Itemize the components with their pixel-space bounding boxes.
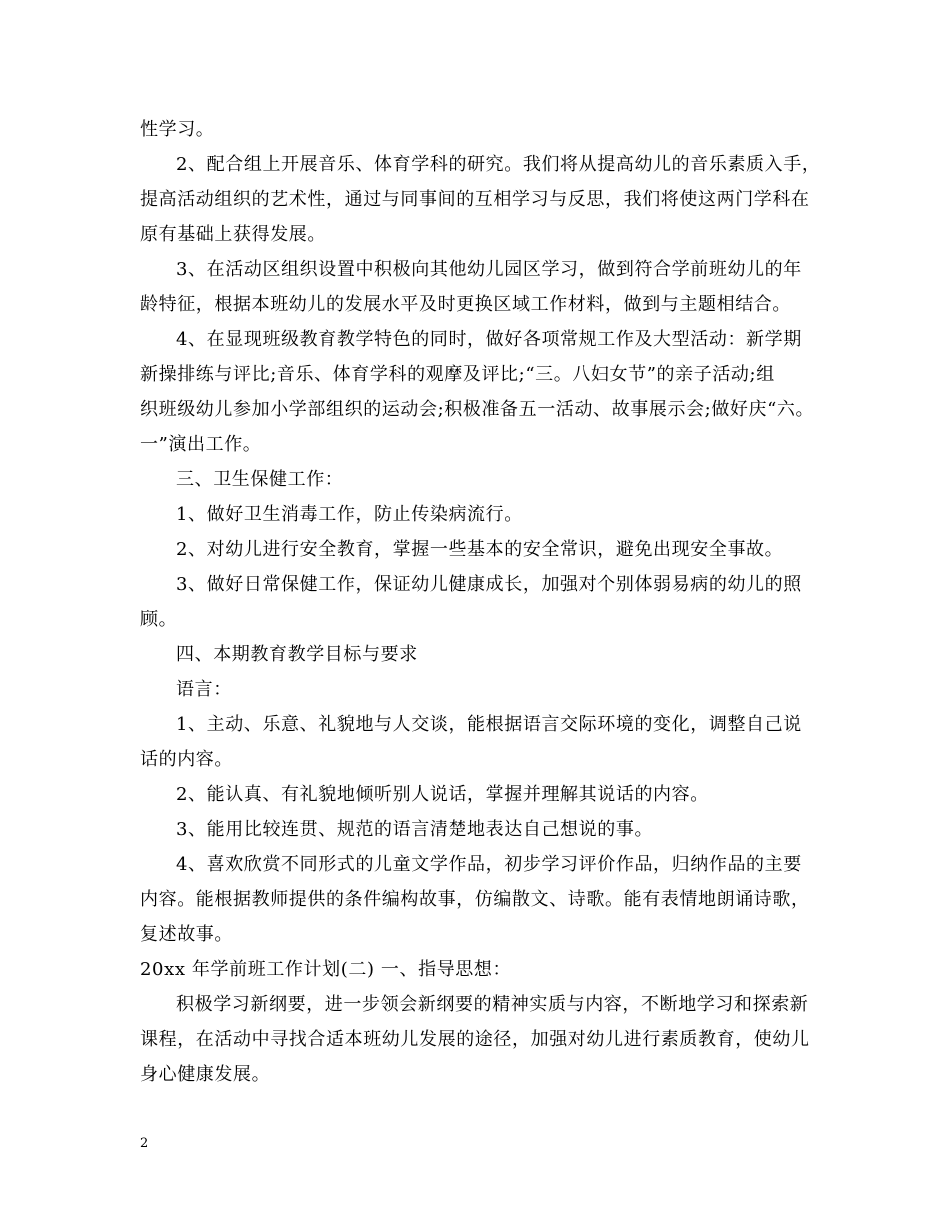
section-heading: 三、卫生保健工作：	[176, 469, 344, 490]
text-line: 积极学习新纲要，进一步领会新纲要的精神实质与内容，不断地学习和探索新	[176, 994, 809, 1015]
text-line: 课程，在活动中寻找合适本班幼儿发展的途径，加强对幼儿进行素质教育，使幼儿	[140, 1029, 810, 1050]
text-line: 3、做好日常保健工作，保证幼儿健康成长，加强对个别体弱易病的幼儿的照	[176, 574, 802, 595]
text-line: 复述故事。	[140, 924, 233, 945]
text-line: 原有基础上获得发展。	[140, 224, 326, 245]
text-line: 2、配合组上开展音乐、体育学科的研究。我们将从提高幼儿的音乐素质入手，	[176, 154, 821, 175]
text-line: 3、能用比较连贯、规范的语言清楚地表达自己想说的事。	[176, 819, 654, 840]
page-number: 2	[140, 1136, 149, 1151]
text-line: 1、做好卫生消毒工作，防止传染病流行。	[176, 504, 523, 525]
subsection-heading: 语言：	[176, 679, 232, 700]
text-line: 顾。	[140, 609, 178, 630]
text-line: 织班级幼儿参加小学部组织的运动会;积极准备五一活动、故事展示会;做好庆“六。	[140, 399, 815, 420]
text-line: 话的内容。	[140, 749, 233, 770]
text-line: 新操排练与评比;音乐、体育学科的观摩及评比;“三。八妇女节”的亲子活动;组	[140, 364, 775, 385]
text-line: 1、主动、乐意、礼貌地与人交谈，能根据语言交际环境的变化，调整自己说	[176, 714, 802, 735]
text-line: 2、对幼儿进行安全教育，掌握一些基本的安全常识，避免出现安全事故。	[176, 539, 784, 560]
text-line: 提高活动组织的艺术性，通过与同事间的互相学习与反思，我们将使这两门学科在	[140, 189, 810, 210]
text-line: 一”演出工作。	[140, 434, 262, 455]
document-title-line: 20xx 年学前班工作计划(二) 一、指导思想：	[140, 959, 512, 980]
text-line: 内容。能根据教师提供的条件编构故事，仿编散文、诗歌。能有表情地朗诵诗歌，	[140, 889, 810, 910]
text-line: 4、在显现班级教育教学特色的同时，做好各项常规工作及大型活动：新学期	[176, 329, 802, 350]
text-line: 4、喜欢欣赏不同形式的儿童文学作品，初步学习评价作品，归纳作品的主要	[176, 854, 802, 875]
text-line: 龄特征，根据本班幼儿的发展水平及时更换区域工作材料，做到与主题相结合。	[140, 294, 791, 315]
section-heading: 四、本期教育教学目标与要求	[176, 644, 418, 665]
text-line: 身心健康发展。	[140, 1064, 271, 1085]
text-line: 3、在活动区组织设置中积极向其他幼儿园区学习，做到符合学前班幼儿的年	[176, 259, 802, 280]
text-line: 2、能认真、有礼貌地倾听别人说话，掌握并理解其说话的内容。	[176, 784, 709, 805]
text-line: 性学习。	[140, 119, 215, 140]
